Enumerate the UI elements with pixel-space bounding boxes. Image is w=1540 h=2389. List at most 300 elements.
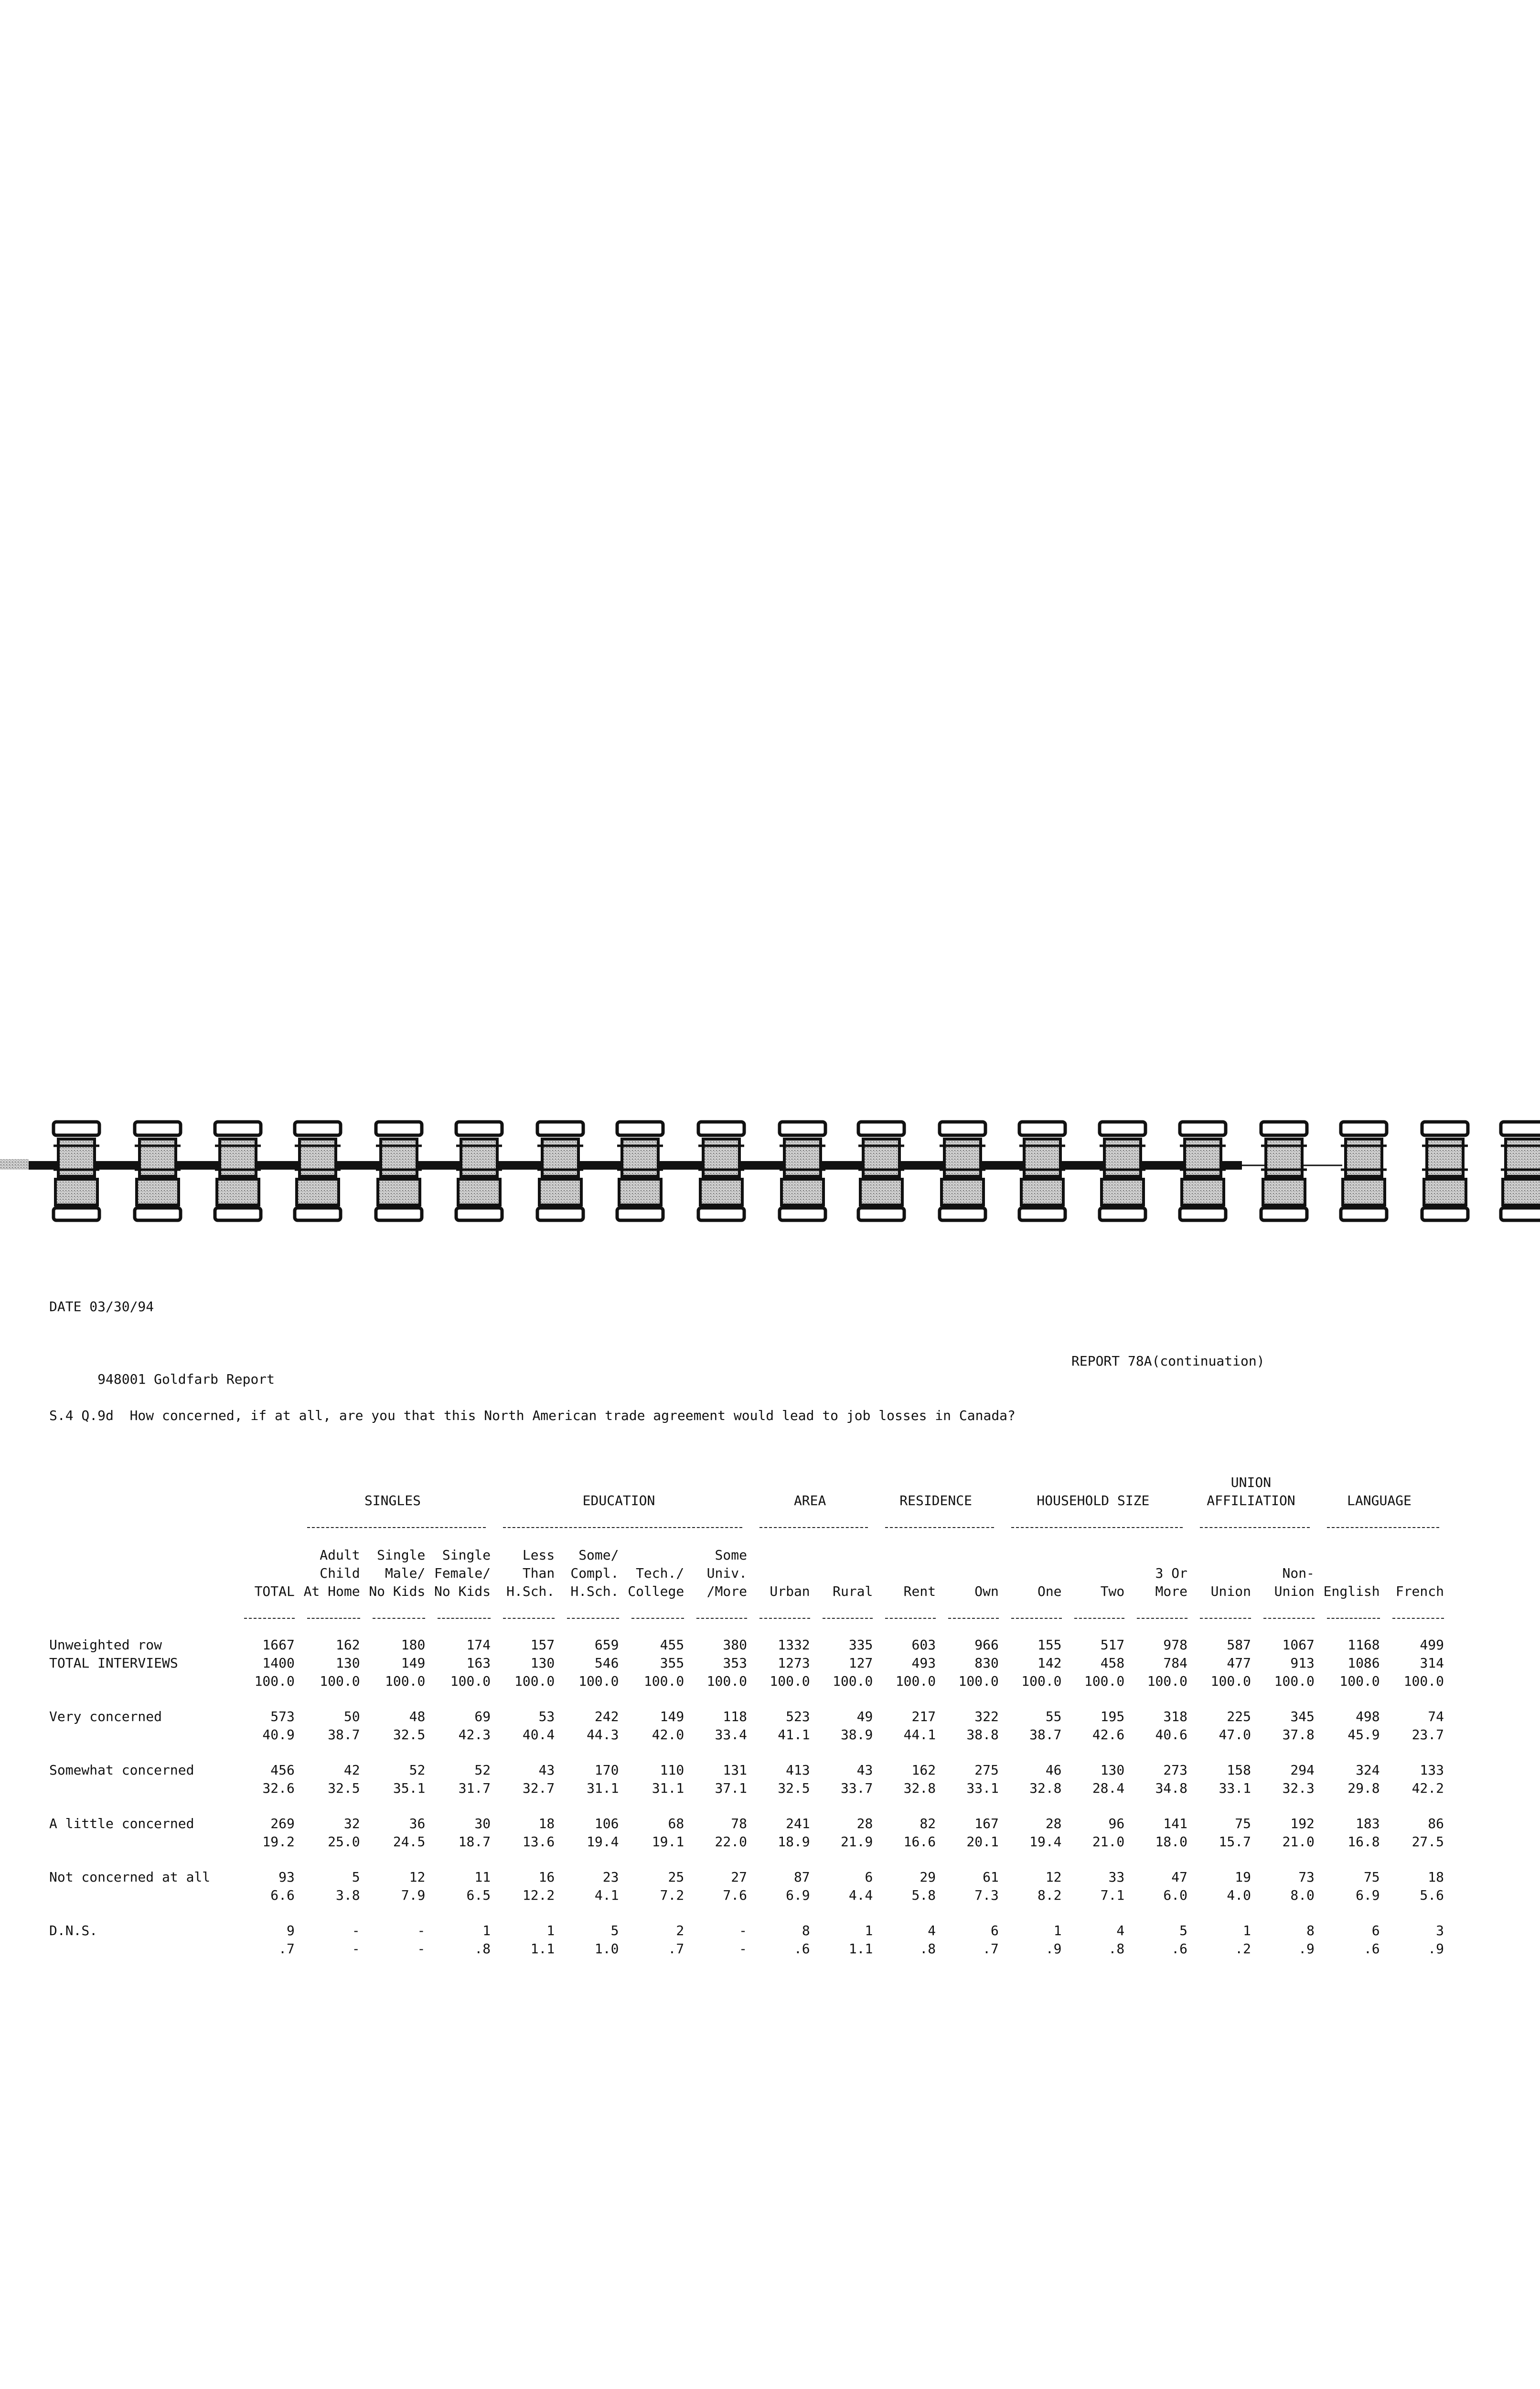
data-cell: 20.1 <box>966 1834 999 1850</box>
data-cell: 12 <box>409 1869 426 1885</box>
data-cell: 19.4 <box>1029 1834 1062 1850</box>
data-cell: 75 <box>1363 1869 1380 1885</box>
data-cell: 6.5 <box>466 1887 491 1903</box>
table-row <box>49 1868 1444 1886</box>
data-cell: 784 <box>1163 1655 1187 1671</box>
data-cell: 100.0 <box>578 1673 619 1689</box>
column-header <box>491 1528 555 1546</box>
column-header <box>1315 1564 1380 1582</box>
data-cell: 33.1 <box>966 1780 999 1796</box>
data-cell: 217 <box>911 1709 936 1724</box>
stub-blank <box>49 1510 232 1528</box>
column-header: Non- <box>1282 1565 1315 1581</box>
table-row <box>49 1726 1444 1744</box>
data-cell: 4.0 <box>1227 1887 1251 1903</box>
data-cell: 6 <box>1371 1923 1380 1938</box>
column-header-row <box>49 1564 1444 1582</box>
data-cell: 28 <box>856 1816 873 1831</box>
data-cell: 38.7 <box>328 1727 360 1743</box>
binder-strip <box>0 1118 1540 1233</box>
row-label <box>49 1779 232 1797</box>
data-cell: 18.7 <box>458 1834 491 1850</box>
data-cell: 6 <box>990 1923 999 1938</box>
column-header <box>232 1564 295 1582</box>
column-header <box>1062 1564 1125 1582</box>
column-rule <box>619 1601 684 1619</box>
group-rule <box>873 1510 998 1528</box>
data-cell: - <box>417 1941 426 1957</box>
column-header: Two <box>1100 1583 1125 1599</box>
column-rule <box>232 1601 295 1619</box>
row-gap <box>49 1619 1444 1636</box>
data-cell: 7.6 <box>723 1887 747 1903</box>
data-cell: 42.6 <box>1092 1727 1125 1743</box>
group-label-top: UNION <box>1230 1474 1272 1490</box>
data-cell: 7.3 <box>974 1887 999 1903</box>
column-header: Tech./ <box>636 1565 684 1581</box>
group-label-top <box>999 1474 1187 1492</box>
group-rule <box>491 1510 747 1528</box>
column-header: Female/ <box>434 1565 491 1581</box>
column-header: Less <box>522 1547 555 1563</box>
column-header: Single <box>442 1547 491 1563</box>
column-header: Some <box>715 1547 747 1563</box>
column-rule <box>873 1601 936 1619</box>
stub-blank <box>49 1582 232 1601</box>
data-cell: 318 <box>1163 1709 1187 1724</box>
column-header: 3 Or <box>1155 1565 1187 1581</box>
data-cell: 50 <box>343 1709 360 1724</box>
data-cell: 8.0 <box>1290 1887 1315 1903</box>
group-label-top <box>873 1474 998 1492</box>
group-rule <box>1315 1510 1444 1528</box>
data-cell: .6 <box>1363 1941 1380 1957</box>
group-rule <box>747 1510 873 1528</box>
data-cell: 12 <box>1045 1869 1062 1885</box>
column-rule <box>1124 1601 1187 1619</box>
column-header <box>936 1564 999 1582</box>
data-cell: 100.0 <box>1339 1673 1380 1689</box>
data-cell: 23.7 <box>1412 1727 1444 1743</box>
data-cell: 6.6 <box>270 1887 295 1903</box>
column-header: French <box>1395 1583 1444 1599</box>
column-header <box>295 1528 360 1546</box>
column-header <box>1380 1546 1444 1564</box>
data-cell: 5 <box>610 1923 619 1938</box>
data-cell: 21.9 <box>840 1834 873 1850</box>
data-cell: 155 <box>1037 1637 1062 1653</box>
data-cell: 25.0 <box>328 1834 360 1850</box>
report-date: DATE 03/30/94 <box>49 1299 154 1314</box>
column-rule <box>1251 1601 1315 1619</box>
data-cell: 192 <box>1290 1816 1315 1831</box>
column-header <box>747 1528 810 1546</box>
column-rule <box>999 1601 1062 1619</box>
column-header: Rent <box>903 1583 936 1599</box>
data-cell: 44.3 <box>587 1727 619 1743</box>
data-cell: 75 <box>1235 1816 1251 1831</box>
data-cell: 8 <box>1306 1923 1315 1938</box>
data-cell: 4.1 <box>594 1887 619 1903</box>
column-rule <box>491 1601 555 1619</box>
stub-blank <box>49 1474 232 1492</box>
data-cell: 100.0 <box>958 1673 999 1689</box>
data-cell: 29 <box>920 1869 936 1885</box>
data-cell: 34.8 <box>1155 1780 1187 1796</box>
data-cell: 493 <box>911 1655 936 1671</box>
data-cell: 100.0 <box>833 1673 873 1689</box>
data-cell: 100.0 <box>706 1673 747 1689</box>
column-header: College <box>628 1583 684 1599</box>
data-cell: 1400 <box>262 1655 295 1671</box>
data-cell: 133 <box>1420 1762 1444 1778</box>
data-cell: 28.4 <box>1092 1780 1125 1796</box>
data-cell: 16 <box>538 1869 555 1885</box>
column-header <box>1380 1528 1444 1546</box>
data-cell: .7 <box>983 1941 999 1957</box>
row-label: TOTAL INTERVIEWS <box>49 1655 178 1671</box>
column-header: Urban <box>770 1583 810 1599</box>
data-cell: 8 <box>802 1923 810 1938</box>
data-cell: 477 <box>1227 1655 1251 1671</box>
data-cell: 18.0 <box>1155 1834 1187 1850</box>
row-label: Not concerned at all <box>49 1869 211 1885</box>
data-cell: 6.9 <box>786 1887 810 1903</box>
stub-blank <box>49 1601 232 1619</box>
table-row <box>49 1940 1444 1958</box>
data-cell: .9 <box>1045 1941 1062 1957</box>
data-cell: 69 <box>474 1709 491 1724</box>
data-cell: 32.8 <box>903 1780 936 1796</box>
data-cell: 32.5 <box>778 1780 810 1796</box>
data-cell: 498 <box>1356 1709 1380 1724</box>
data-cell: 100.0 <box>1084 1673 1125 1689</box>
data-cell: - <box>352 1941 360 1957</box>
data-cell: 87 <box>793 1869 810 1885</box>
table-row <box>49 1708 1444 1726</box>
data-cell: 37.8 <box>1282 1727 1315 1743</box>
data-cell: 174 <box>466 1637 491 1653</box>
data-cell: 100.0 <box>320 1673 360 1689</box>
column-rule <box>810 1601 873 1619</box>
data-cell: 1.0 <box>594 1941 619 1957</box>
group-label: HOUSEHOLD SIZE <box>1037 1493 1150 1508</box>
spacer <box>49 1851 1444 1868</box>
data-cell: 55 <box>1045 1709 1062 1724</box>
column-rule <box>747 1601 810 1619</box>
data-cell: 48 <box>409 1709 426 1724</box>
row-label <box>49 1726 232 1744</box>
column-header <box>1315 1546 1380 1564</box>
data-cell: 162 <box>336 1637 360 1653</box>
table-row <box>49 1636 1444 1654</box>
data-cell: 100.0 <box>1021 1673 1062 1689</box>
group-rule <box>999 1510 1187 1528</box>
column-header: Union <box>1274 1583 1315 1599</box>
column-header <box>555 1528 619 1546</box>
data-cell: .2 <box>1235 1941 1251 1957</box>
data-cell: 499 <box>1420 1637 1444 1653</box>
table-row <box>49 1922 1444 1940</box>
data-cell: 1 <box>482 1923 491 1938</box>
column-header: No Kids <box>369 1583 426 1599</box>
data-cell: 32.6 <box>262 1780 295 1796</box>
data-cell: 25 <box>668 1869 684 1885</box>
column-header: One <box>1037 1583 1062 1599</box>
data-cell: 41.1 <box>778 1727 810 1743</box>
column-header <box>999 1546 1062 1564</box>
data-cell: 6 <box>865 1869 873 1885</box>
column-header <box>810 1546 873 1564</box>
data-cell: 170 <box>594 1762 619 1778</box>
group-label: LANGUAGE <box>1347 1493 1412 1508</box>
data-cell: 93 <box>278 1869 295 1885</box>
column-header <box>810 1564 873 1582</box>
data-cell: - <box>739 1941 747 1957</box>
data-cell: 47 <box>1171 1869 1187 1885</box>
column-header <box>1062 1546 1125 1564</box>
data-cell: 5.6 <box>1420 1887 1444 1903</box>
data-cell: 52 <box>409 1762 426 1778</box>
data-cell: 163 <box>466 1655 491 1671</box>
column-rule <box>1187 1601 1251 1619</box>
row-label: D.N.S. <box>49 1923 98 1938</box>
data-cell: 314 <box>1420 1655 1444 1671</box>
row-gap <box>49 1744 1444 1761</box>
row-gap <box>49 1690 1444 1708</box>
data-cell: 9 <box>287 1923 295 1938</box>
column-header: Child <box>320 1565 360 1581</box>
data-cell: 603 <box>911 1637 936 1653</box>
column-header <box>1062 1528 1125 1546</box>
data-cell: 49 <box>856 1709 873 1724</box>
data-cell: 46 <box>1045 1762 1062 1778</box>
data-cell: 345 <box>1290 1709 1315 1724</box>
data-cell: 1332 <box>778 1637 810 1653</box>
data-cell: 100.0 <box>385 1673 426 1689</box>
data-cell: 1 <box>1243 1923 1251 1938</box>
data-cell: 1067 <box>1282 1637 1315 1653</box>
column-rule <box>425 1601 491 1619</box>
column-rule <box>555 1601 619 1619</box>
blank-cell <box>232 1474 295 1492</box>
column-header: More <box>1155 1583 1187 1599</box>
group-rule <box>1187 1510 1315 1528</box>
group-header-row <box>49 1492 1444 1510</box>
data-cell: 27 <box>731 1869 747 1885</box>
data-cell: 33.1 <box>1219 1780 1251 1796</box>
data-cell: 6.0 <box>1163 1887 1187 1903</box>
data-cell: 458 <box>1100 1655 1125 1671</box>
column-header-row <box>49 1528 1444 1546</box>
data-cell: 44.1 <box>903 1727 936 1743</box>
data-cell: 183 <box>1356 1816 1380 1831</box>
column-header: At Home <box>303 1583 360 1599</box>
data-cell: .6 <box>1171 1941 1187 1957</box>
data-cell: 380 <box>723 1637 747 1653</box>
data-cell: 100.0 <box>643 1673 684 1689</box>
column-header <box>747 1546 810 1564</box>
data-cell: 61 <box>983 1869 999 1885</box>
data-cell: 36 <box>409 1816 426 1831</box>
data-cell: 53 <box>538 1709 555 1724</box>
data-cell: 7.2 <box>660 1887 684 1903</box>
data-cell: 19.2 <box>262 1834 295 1850</box>
group-label-top <box>747 1474 873 1492</box>
data-cell: 100.0 <box>895 1673 936 1689</box>
column-header <box>1315 1528 1380 1546</box>
data-cell: - <box>352 1923 360 1938</box>
column-rule <box>1062 1601 1125 1619</box>
data-cell: 100.0 <box>1274 1673 1315 1689</box>
data-cell: 96 <box>1108 1816 1125 1831</box>
row-label <box>49 1940 232 1958</box>
data-cell: 33 <box>1108 1869 1125 1885</box>
data-cell: 523 <box>786 1709 810 1724</box>
group-label: AFFILIATION <box>1207 1493 1295 1508</box>
data-cell: 167 <box>974 1816 999 1831</box>
data-cell: 32 <box>343 1816 360 1831</box>
data-cell: 141 <box>1163 1816 1187 1831</box>
data-cell: 2 <box>676 1923 684 1938</box>
column-header <box>999 1528 1062 1546</box>
report-id: REPORT 78A(continuation) <box>1071 1353 1265 1369</box>
group-rule-row <box>49 1510 1444 1528</box>
data-cell: 16.8 <box>1348 1834 1380 1850</box>
column-header: Some/ <box>578 1547 619 1563</box>
data-cell: 52 <box>474 1762 491 1778</box>
data-cell: 38.8 <box>966 1727 999 1743</box>
report-header <box>49 1261 1444 1461</box>
table-row <box>49 1761 1444 1779</box>
spacer <box>49 1797 1444 1815</box>
data-cell: 913 <box>1290 1655 1315 1671</box>
data-cell: 19.4 <box>587 1834 619 1850</box>
data-cell: 5 <box>1179 1923 1187 1938</box>
data-cell: .6 <box>793 1941 810 1957</box>
data-cell: 21.0 <box>1092 1834 1125 1850</box>
data-cell: .8 <box>920 1941 936 1957</box>
data-cell: 78 <box>731 1816 747 1831</box>
column-header: Own <box>974 1583 999 1599</box>
data-cell: 225 <box>1227 1709 1251 1724</box>
data-cell: 294 <box>1290 1762 1315 1778</box>
row-label: Somewhat concerned <box>49 1762 194 1778</box>
column-rule <box>360 1601 426 1619</box>
data-cell: 11 <box>474 1869 491 1885</box>
data-cell: 3 <box>1436 1923 1444 1938</box>
column-rule <box>1315 1601 1380 1619</box>
column-header <box>936 1546 999 1564</box>
data-cell: - <box>417 1923 426 1938</box>
data-cell: 31.1 <box>587 1780 619 1796</box>
data-cell: 8.2 <box>1037 1887 1062 1903</box>
data-cell: 32.3 <box>1282 1780 1315 1796</box>
column-header <box>1251 1528 1315 1546</box>
data-cell: 33.4 <box>715 1727 747 1743</box>
data-cell: 1.1 <box>530 1941 555 1957</box>
data-cell: 4 <box>1116 1923 1125 1938</box>
column-header <box>1187 1564 1251 1582</box>
data-cell: 30 <box>474 1816 491 1831</box>
data-cell: 42.3 <box>458 1727 491 1743</box>
data-cell: 149 <box>660 1709 684 1724</box>
data-cell: 100.0 <box>770 1673 810 1689</box>
data-cell: 32.5 <box>328 1780 360 1796</box>
table-row <box>49 1654 1444 1672</box>
data-cell: 47.0 <box>1219 1727 1251 1743</box>
column-header: TOTAL <box>254 1583 295 1599</box>
column-header <box>873 1546 936 1564</box>
data-cell: 149 <box>401 1655 426 1671</box>
data-cell: 37.1 <box>715 1780 747 1796</box>
data-cell: 573 <box>270 1709 295 1724</box>
data-cell: 978 <box>1163 1637 1187 1653</box>
data-cell: 195 <box>1100 1709 1125 1724</box>
column-header <box>619 1546 684 1564</box>
data-cell: 241 <box>786 1816 810 1831</box>
data-cell: 4 <box>928 1923 936 1938</box>
table-row <box>49 1886 1444 1905</box>
data-cell: 42.0 <box>652 1727 684 1743</box>
data-cell: 130 <box>530 1655 555 1671</box>
spacer <box>49 1619 1444 1636</box>
data-cell: 335 <box>848 1637 873 1653</box>
row-label: A little concerned <box>49 1816 194 1831</box>
table-row <box>49 1815 1444 1833</box>
data-cell: 5.8 <box>911 1887 936 1903</box>
data-cell: 13.6 <box>522 1834 555 1850</box>
column-header <box>873 1564 936 1582</box>
column-header <box>873 1528 936 1546</box>
data-cell: 7.9 <box>401 1887 426 1903</box>
column-header <box>360 1528 426 1546</box>
data-cell: 131 <box>723 1762 747 1778</box>
data-cell: 31.1 <box>652 1780 684 1796</box>
spacer <box>49 1744 1444 1761</box>
row-gap <box>49 1851 1444 1868</box>
data-cell: 7.1 <box>1100 1887 1125 1903</box>
stub-blank <box>49 1564 232 1582</box>
data-cell: 38.7 <box>1029 1727 1062 1743</box>
data-cell: 32.7 <box>522 1780 555 1796</box>
data-cell: 18 <box>538 1816 555 1831</box>
column-header <box>936 1528 999 1546</box>
data-cell: 830 <box>974 1655 999 1671</box>
data-cell: 29.8 <box>1348 1780 1380 1796</box>
report-name: 948001 Goldfarb Report <box>97 1371 275 1387</box>
data-cell: 269 <box>270 1816 295 1831</box>
report-sheet <box>49 1261 1444 1958</box>
column-header <box>1187 1546 1251 1564</box>
data-cell: 455 <box>660 1637 684 1653</box>
data-cell: 1.1 <box>848 1941 873 1957</box>
data-cell: 16.6 <box>903 1834 936 1850</box>
data-cell: 587 <box>1227 1637 1251 1653</box>
data-cell: 18 <box>1428 1869 1444 1885</box>
data-cell: 38.9 <box>840 1727 873 1743</box>
data-cell: 23 <box>602 1869 619 1885</box>
table-row <box>49 1833 1444 1851</box>
table-row <box>49 1779 1444 1797</box>
column-rule-row <box>49 1601 1444 1619</box>
spacer <box>49 1690 1444 1708</box>
data-cell: 1273 <box>778 1655 810 1671</box>
data-cell: 35.1 <box>393 1780 426 1796</box>
data-cell: 180 <box>401 1637 426 1653</box>
row-label <box>49 1833 232 1851</box>
data-cell: 273 <box>1163 1762 1187 1778</box>
